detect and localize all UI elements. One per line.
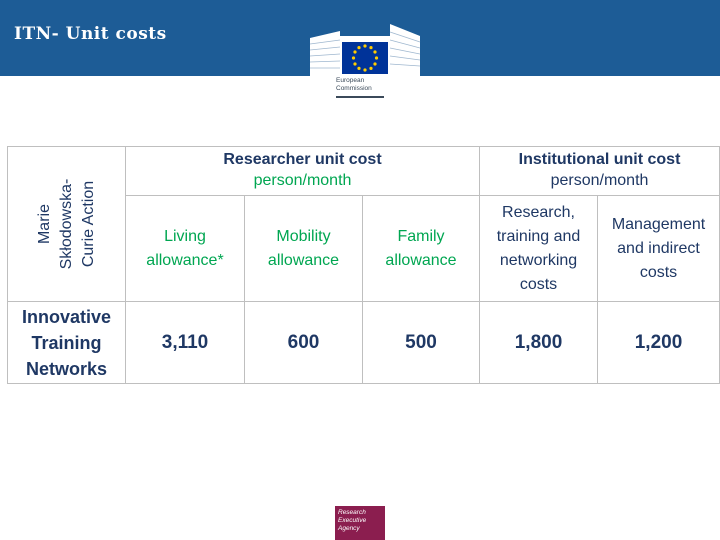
column-header-line: allowance xyxy=(385,251,457,269)
table-row xyxy=(8,302,720,384)
logo-text-line: European xyxy=(336,77,365,84)
agency-text-line: Executive xyxy=(338,517,367,524)
value-management: 1,200 xyxy=(598,302,720,384)
column-header-line: training and xyxy=(496,227,581,245)
column-header-mobility xyxy=(245,196,363,302)
institutional-group-header xyxy=(480,147,720,196)
action-label-line: Marie xyxy=(36,204,53,245)
unit-costs-table xyxy=(7,146,720,384)
institutional-group-subtitle: person/month xyxy=(550,172,649,189)
value-research: 1,800 xyxy=(480,302,598,384)
column-header-line: costs xyxy=(519,275,558,293)
column-header-line: allowance* xyxy=(146,251,224,269)
column-header-line: Family xyxy=(397,227,445,245)
value-living: 3,110 xyxy=(126,302,245,384)
logo-divider xyxy=(336,96,384,98)
researcher-group-title: Researcher unit cost xyxy=(223,151,382,168)
agency-text-line: Agency xyxy=(338,525,360,532)
column-header-family xyxy=(363,196,480,302)
slide-title: ITN- Unit costs xyxy=(14,24,167,44)
column-header-line: networking xyxy=(499,251,578,269)
column-header-line: costs xyxy=(639,263,678,281)
logo-text-line: Commission xyxy=(336,85,372,92)
row-header-line: Innovative xyxy=(21,306,112,327)
action-label xyxy=(34,149,100,299)
column-header-line: Research, xyxy=(502,203,575,221)
research-executive-agency-logo xyxy=(335,506,385,540)
agency-text-line: Research xyxy=(338,509,366,516)
action-label-line: Curie Action xyxy=(80,180,97,268)
column-header-line: Living xyxy=(164,227,206,245)
column-header-research xyxy=(480,196,598,302)
row-header xyxy=(8,302,126,384)
value-family: 500 xyxy=(363,302,480,384)
column-header-line: Mobility xyxy=(276,227,331,245)
researcher-group-header xyxy=(126,147,480,196)
column-header-line: allowance xyxy=(267,251,340,269)
researcher-group-subtitle: person/month xyxy=(253,172,352,189)
value-mobility: 600 xyxy=(245,302,363,384)
row-header-line: Networks xyxy=(25,358,108,379)
corner-header xyxy=(8,147,126,302)
column-header-management xyxy=(598,196,720,302)
row-header-line: Training xyxy=(31,332,102,353)
column-header-line: and indirect xyxy=(617,239,700,257)
column-header-line: Management xyxy=(611,215,706,233)
logo-text xyxy=(336,77,396,93)
column-header-living xyxy=(126,196,245,302)
action-label-line: Skłodowska- xyxy=(58,178,75,270)
institutional-group-title: Institutional unit cost xyxy=(518,151,681,168)
